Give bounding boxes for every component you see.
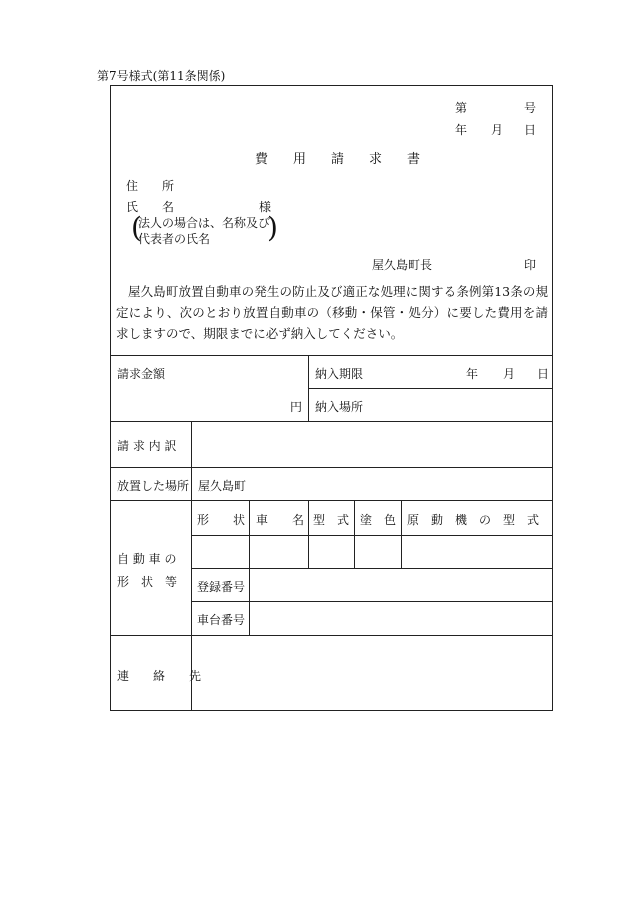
deadline-month-label: 月: [503, 367, 516, 381]
location-row-bottom-rule: [110, 500, 553, 501]
seal-mark: 印: [524, 258, 537, 272]
date-month-label: 月: [491, 123, 504, 137]
contact-label: 連 絡 先: [117, 669, 202, 683]
form-number-label: 第7号様式(第11条関係): [97, 69, 226, 83]
col-paint-header: 塗 色: [360, 513, 397, 527]
location-label: 放置した場所: [117, 479, 190, 493]
carname-column-divider: [308, 500, 309, 568]
document-number-suffix: 号: [524, 101, 537, 115]
chassis-label: 車台番号: [197, 613, 246, 627]
amount-deadline-divider: [308, 355, 309, 421]
corporate-note: [134, 215, 270, 247]
document-number-prefix: 第: [455, 101, 468, 115]
date-day-label: 日: [524, 123, 537, 137]
col-model-header: 型 式: [313, 513, 350, 527]
deadline-year-label: 年: [466, 367, 479, 381]
request-body-text: 屋久島町放置自動車の発生の防止及び適正な処理に関する条例第13条の規定により、次のとおり放置自動車の（移動・保管・処分）に要した費用を請求しますので、期限までに必ず納入してください。: [116, 284, 548, 341]
deadline-day-label: 日: [537, 367, 550, 381]
registration-label: 登録番号: [197, 580, 246, 594]
vehicle-header-rule: [191, 535, 553, 536]
corporate-note-line1: 法人の場合は、名称及び: [138, 216, 271, 230]
deadline-label: 納入期限: [315, 367, 364, 381]
location-value: 屋久島町: [198, 479, 247, 493]
page-title: 費 用 請 求 書: [255, 152, 427, 167]
col-shape-header: 形 状: [197, 513, 246, 527]
breakdown-label: 請 求 内 訳: [117, 439, 177, 453]
right-paren-glyph: ): [267, 211, 278, 244]
vehicle-section-bottom-rule: [110, 635, 553, 636]
yen-unit: 円: [290, 400, 303, 414]
name-label: 氏 名: [126, 200, 175, 214]
corporate-note-line2: 代表者の氏名: [138, 232, 211, 246]
paint-column-divider: [401, 500, 402, 568]
vehicle-label-line2: 形 状 等: [117, 575, 178, 589]
amount-row-bottom-rule: [110, 421, 553, 422]
address-label: 住 所: [126, 179, 175, 193]
registration-row-rule: [191, 601, 553, 602]
shape-column-divider: [249, 500, 250, 635]
payment-place-label: 納入場所: [315, 400, 364, 414]
table-top-rule: [110, 355, 553, 356]
vehicle-values-rule: [191, 568, 553, 569]
vehicle-label-line1: 自 動 車 の: [117, 552, 177, 566]
deadline-place-divider: [308, 388, 553, 389]
date-year-label: 年: [455, 123, 468, 137]
col-carname-header: 車 名: [256, 513, 305, 527]
left-paren-glyph: (: [131, 211, 142, 244]
col-engine-header: 原 動 機 の 型 式: [407, 513, 540, 527]
amount-label: 請求金額: [117, 367, 166, 381]
honorific-label: 様: [259, 200, 272, 214]
issuer-mayor: 屋久島町長: [372, 258, 433, 272]
breakdown-row-bottom-rule: [110, 467, 553, 468]
model-column-divider: [354, 500, 355, 568]
